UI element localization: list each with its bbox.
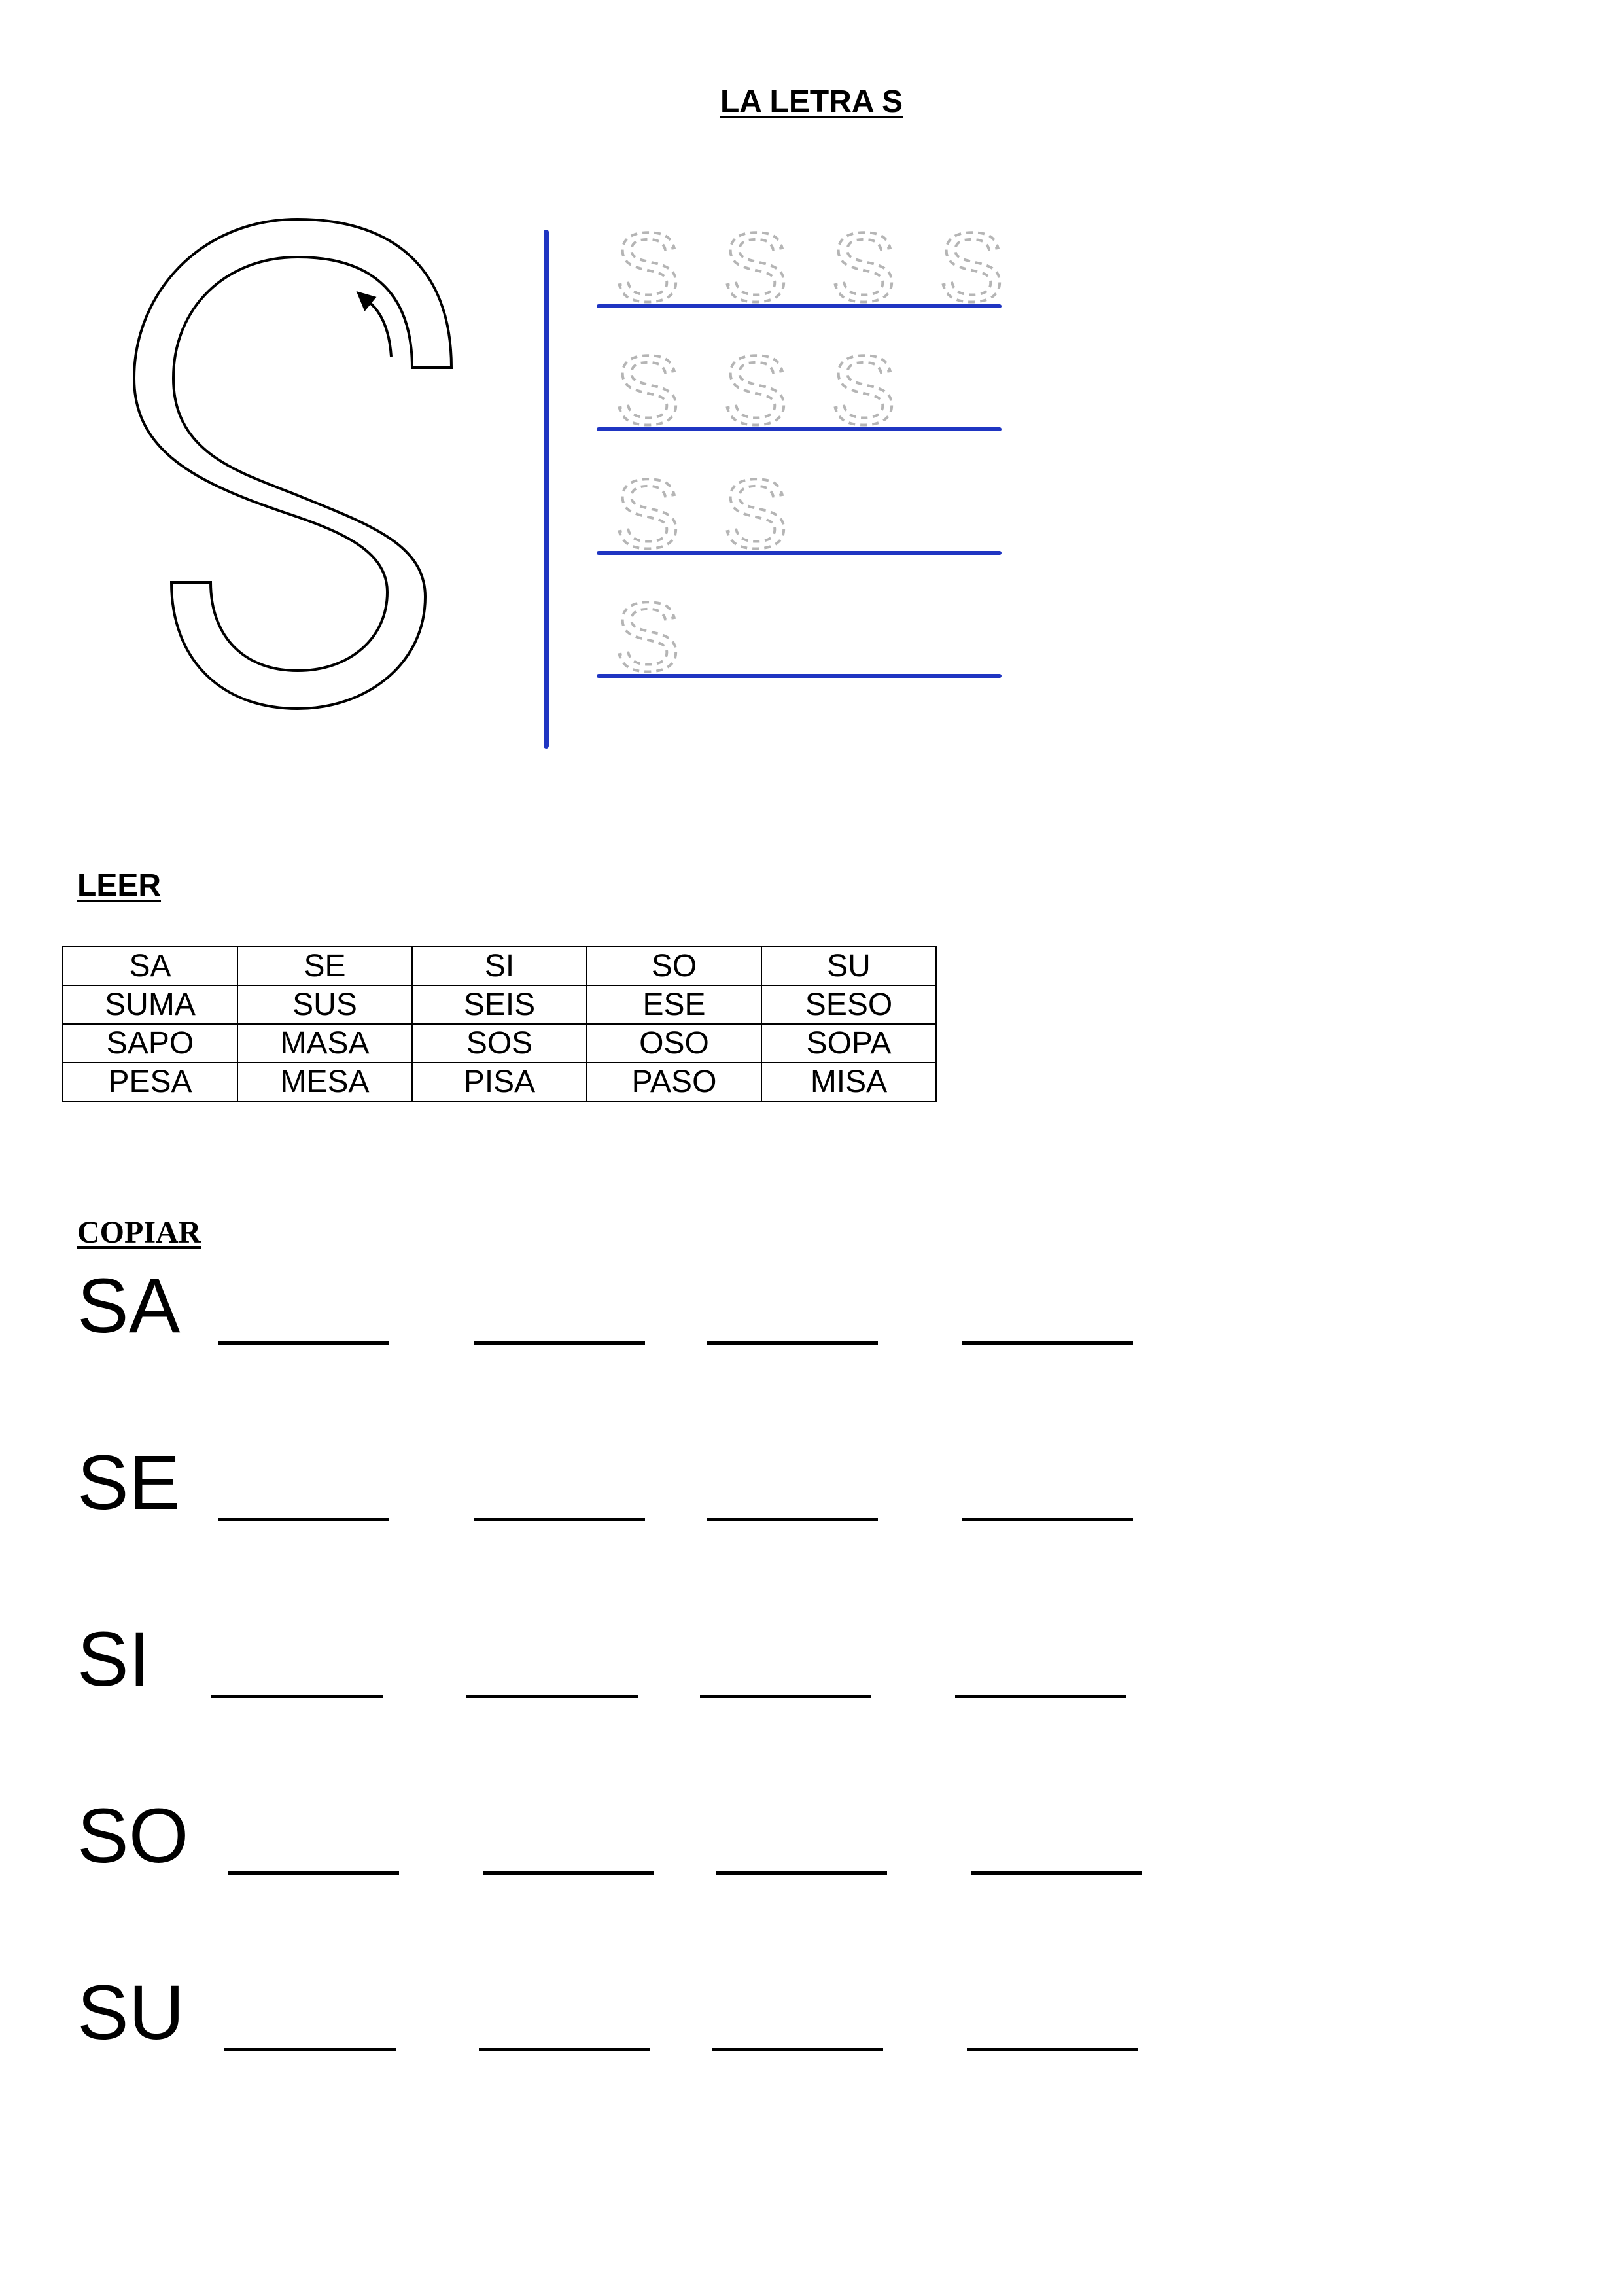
table-cell: SU: [761, 947, 936, 985]
copy-blank-line[interactable]: [962, 1518, 1133, 1521]
read-heading: LEER: [77, 868, 162, 903]
copy-row: [77, 1969, 1189, 2071]
copy-blank-line[interactable]: [218, 1341, 389, 1345]
syllable-table: [62, 946, 937, 1102]
table-cell: OSO: [587, 1024, 761, 1063]
table-cell: MASA: [237, 1024, 412, 1063]
copy-syllable: SI: [77, 1616, 150, 1703]
table-row: [63, 1063, 936, 1101]
table-cell: SOPA: [761, 1024, 936, 1063]
dashed-letter: S: [615, 212, 681, 322]
dashed-letter: S: [723, 459, 789, 569]
table-cell: MESA: [237, 1063, 412, 1101]
table-row: [63, 985, 936, 1024]
dashed-letter: S: [831, 335, 897, 445]
table-cell: SESO: [761, 985, 936, 1024]
copy-blank-line[interactable]: [716, 1871, 887, 1875]
dashed-tracing-letters: [615, 212, 1004, 692]
table-cell: SO: [587, 947, 761, 985]
table-row: [63, 947, 936, 985]
copy-blank-line[interactable]: [700, 1695, 871, 1698]
copy-heading: COPIAR: [77, 1215, 201, 1250]
copy-blank-line[interactable]: [707, 1518, 878, 1521]
table-cell: SUMA: [63, 985, 237, 1024]
dashed-letter: S: [615, 459, 681, 569]
copy-blank-line[interactable]: [712, 2048, 883, 2051]
table-cell: SEIS: [412, 985, 587, 1024]
table-cell: PISA: [412, 1063, 587, 1101]
dashed-letter: S: [831, 212, 897, 322]
table-cell: PASO: [587, 1063, 761, 1101]
page-title: LA LETRA S: [720, 84, 903, 119]
table-cell: ESE: [587, 985, 761, 1024]
copy-blank-line[interactable]: [218, 1518, 389, 1521]
table-cell: PESA: [63, 1063, 237, 1101]
copy-blank-line[interactable]: [228, 1871, 399, 1875]
copy-syllable: SU: [77, 1969, 184, 2056]
stroke-direction-arrow-icon: [358, 293, 391, 357]
copy-blank-line[interactable]: [211, 1695, 383, 1698]
copy-blank-line[interactable]: [224, 2048, 396, 2051]
dashed-letter: S: [723, 335, 789, 445]
tracing-area: [0, 0, 1623, 785]
copy-blank-line[interactable]: [479, 2048, 650, 2051]
copy-blank-line[interactable]: [483, 1871, 654, 1875]
copy-blank-line[interactable]: [466, 1695, 638, 1698]
copy-row: [77, 1616, 1189, 1718]
copy-blank-line[interactable]: [971, 1871, 1142, 1875]
dashed-letter: S: [939, 212, 1005, 322]
big-letter-s-outline: [134, 219, 451, 709]
table-cell: SE: [237, 947, 412, 985]
copy-row: [77, 1439, 1189, 1541]
dashed-letter: S: [615, 582, 681, 692]
table-row: [63, 1024, 936, 1063]
copy-row: [77, 1793, 1189, 1894]
table-cell: SA: [63, 947, 237, 985]
dashed-letter: S: [615, 335, 681, 445]
copy-syllable: SO: [77, 1793, 189, 1879]
copy-blank-line[interactable]: [707, 1341, 878, 1345]
copy-blank-line[interactable]: [474, 1341, 645, 1345]
copy-syllable: SE: [77, 1439, 181, 1526]
dashed-letter: S: [723, 212, 789, 322]
table-cell: SUS: [237, 985, 412, 1024]
copy-blank-line[interactable]: [474, 1518, 645, 1521]
copy-row: [77, 1263, 1189, 1364]
table-cell: SAPO: [63, 1024, 237, 1063]
copy-syllable: SA: [77, 1263, 181, 1349]
table-cell: MISA: [761, 1063, 936, 1101]
table-cell: SOS: [412, 1024, 587, 1063]
table-cell: SI: [412, 947, 587, 985]
copy-blank-line[interactable]: [962, 1341, 1133, 1345]
copy-blank-line[interactable]: [967, 2048, 1138, 2051]
copy-blank-line[interactable]: [955, 1695, 1126, 1698]
